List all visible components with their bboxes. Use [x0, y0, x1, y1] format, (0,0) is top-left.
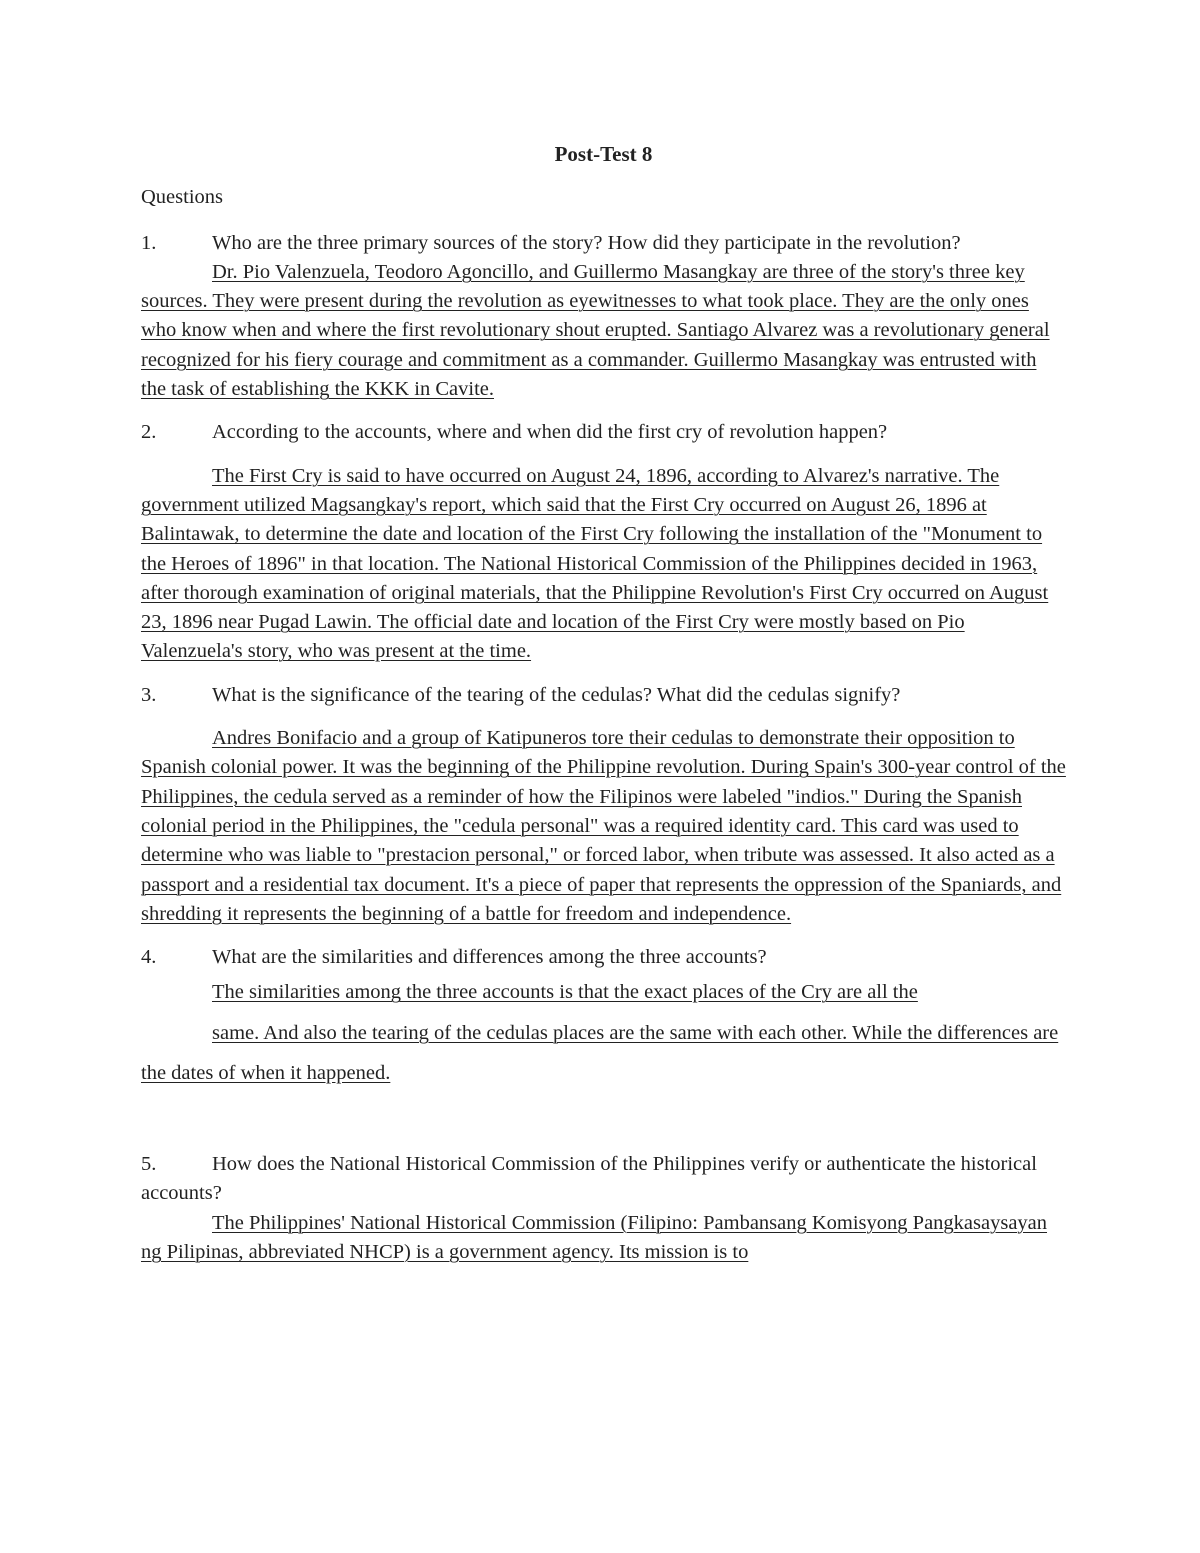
question-number: 3.	[141, 683, 157, 706]
question-text: What is the significance of the tearing of the cedulas? What did the cedulas signify?	[212, 683, 901, 706]
question-3	[141, 681, 1066, 710]
answer-2: The First Cry is said to have occurred on August 24, 1896, according to Alvarez's narrative. The government utilized Magsangkay's report, which said that the First Cry occurred on August 26, 1896 at Balintawak, to determine the date and location of the First Cry following the installation of the "Monument to the Heroes of 1896" in that location. The National Historical Commission of the Philippines decided in 1963, after thorough examination of original materials, that the Philippine Revolution's First Cry occurred on August 23, 1896 near Pugad Lawin. The official date and location of the First Cry were mostly based on Pio Valenzuela's story, who was present at the time.	[141, 464, 1049, 663]
answer-3: Andres Bonifacio and a group of Katipuneros tore their cedulas to demonstrate their opposition to Spanish colonial power. It was the beginning of the Philippine revolution. During Spain's 300-year control of the Philippines, the cedula served as a reminder of how the Filipinos were labeled "indios." During the Spanish colonial period in the Philippines, the "cedula personal" was a required identity card. This card was used to determine who was liable to "prestacion personal," or forced labor, when tribute was assessed. It also acted as a passport and a residential tax document. It's a piece of paper that represents the oppression of the Spaniards, and shredding it represents the beginning of a battle for freedom and independence.	[141, 727, 1066, 925]
question-number: 2.	[141, 421, 157, 444]
question-text: According to the accounts, where and when did the first cry of revolution happen?	[212, 421, 888, 444]
question-2	[141, 418, 1066, 447]
question-number: 1.	[141, 231, 157, 254]
answer-5: The Philippines' National Historical Commission (Filipino: Pambansang Komisyong Pangkasaysayan ng Pilipinas, abbreviated NHCP) is a government agency. Its mission is to	[141, 1211, 1048, 1263]
question-number: 4.	[141, 946, 157, 969]
question-text: Who are the three primary sources of the story? How did they participate in the revolution?	[212, 231, 961, 254]
answer-4-rest: same. And also the tearing of the cedulas places are the same with each other. While the differences are the dates of when it happened.	[141, 1021, 1059, 1085]
question-5	[141, 1150, 1066, 1209]
document-page	[141, 140, 1066, 1267]
question-text: What are the similarities and differences among the three accounts?	[212, 946, 767, 969]
answer-4	[141, 972, 1066, 1094]
question-4	[141, 943, 1066, 972]
document-title: Post-Test 8	[554, 142, 653, 166]
questions-heading: Questions	[141, 186, 223, 209]
answer-1: Dr. Pio Valenzuela, Teodoro Agoncillo, and Guillermo Masangkay are three of the story's three key sources. They were present during the revolution as eyewitnesses to what took place. They are the only ones who know when and where the first revolutionary shout erupted. Santiago Alvarez was a revolutionary general recognized for his fiery courage and commitment as a commander. Guillermo Masangkay was entrusted with the task of establishing the KKK in Cavite.	[141, 260, 1050, 401]
question-number: 5.	[141, 1152, 157, 1175]
question-text: How does the National Historical Commission of the Philippines verify or authenticate the historical accounts?	[141, 1152, 1037, 1205]
question-1	[141, 229, 1066, 258]
answer-4-line-1: The similarities among the three accounts is that the exact places of the Cry are all the	[212, 981, 918, 1004]
